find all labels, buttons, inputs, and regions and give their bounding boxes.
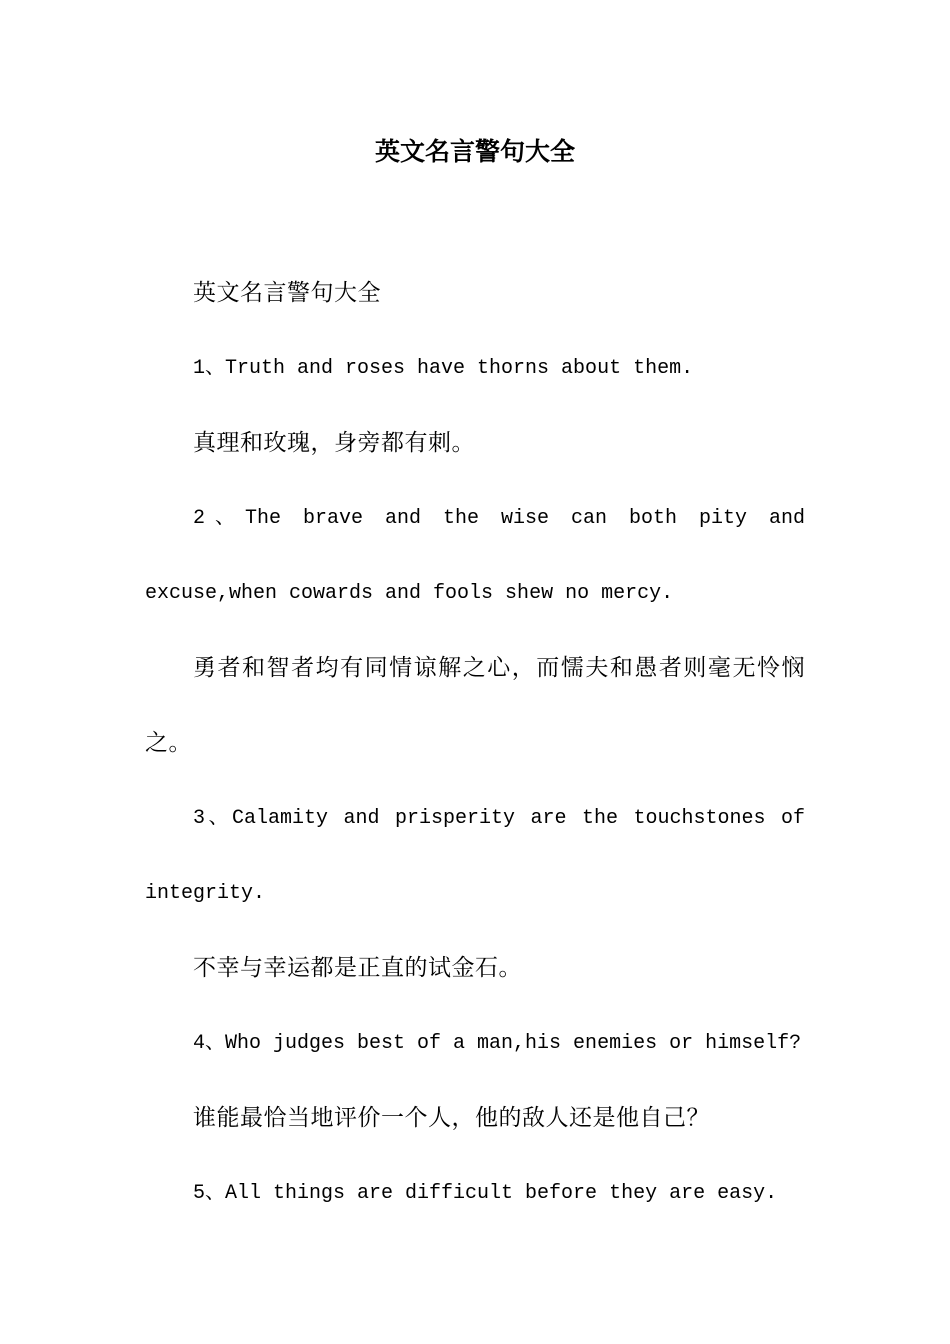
quote-4-english: 4、Who judges best of a man,his enemies or himself? <box>193 1032 802 1055</box>
quote-4-chinese: 谁能最恰当地评价一个人，他的敌人还是他自己？ <box>193 1105 710 1131</box>
quote-5-english: 5、All things are difficult before they are easy. <box>193 1182 778 1205</box>
quote-1-english: 1、Truth and roses have thorns about them. <box>193 357 694 380</box>
quote-1-chinese: 真理和玫瑰，身旁都有刺。 <box>193 430 475 456</box>
quote-2-chinese: 勇者和智者均有同情谅解之心，而懦夫和愚者则毫无怜悯之。 <box>145 655 805 756</box>
paragraph-heading: 英文名言警句大全 <box>193 280 381 306</box>
quote-2-english: 2、The brave and the wise can both pity and excuse,when cowards and fools shew no mercy. <box>145 507 805 605</box>
document-title: 英文名言警句大全 <box>374 137 575 166</box>
quote-3-chinese: 不幸与幸运都是正直的试金石。 <box>193 955 522 981</box>
document-body <box>145 256 805 1231</box>
quote-3-english: 3、Calamity and prisperity are the touchstones of integrity. <box>145 807 805 905</box>
